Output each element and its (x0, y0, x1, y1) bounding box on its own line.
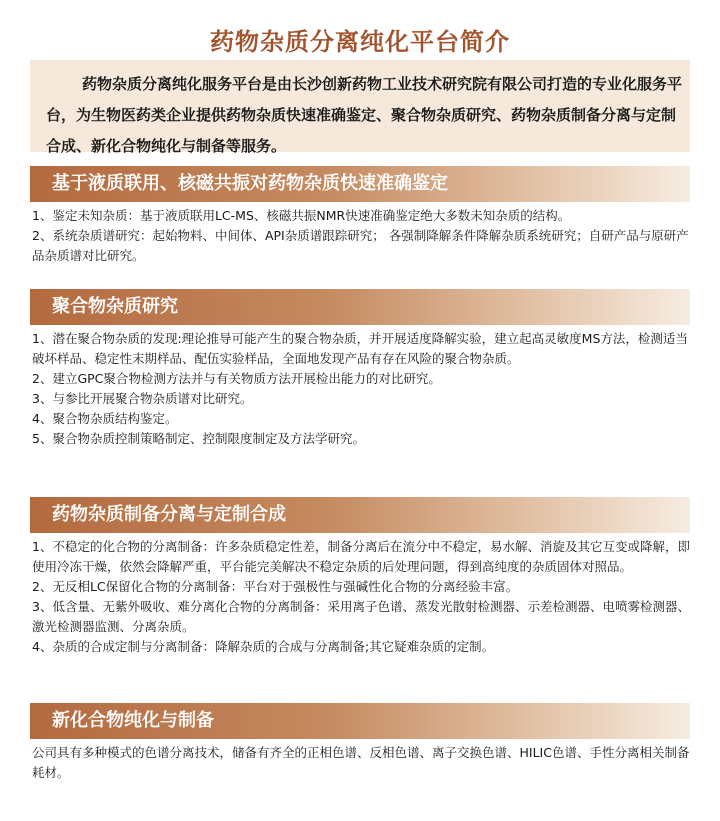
intro-box (30, 60, 690, 155)
section-header-preparation: 药物杂质制备分离与定制合成 (30, 497, 690, 533)
section-body-polymer (32, 329, 692, 449)
section-header-identification: 基于液质联用、核磁共振对药物杂质快速准确鉴定 (30, 166, 690, 202)
list-item: 2、建立GPC聚合物检测方法并与有关物质方法开展检出能力的对比研究。 (32, 371, 441, 386)
page-title: 药物杂质分离纯化平台简介 (210, 28, 510, 56)
list-item: 1、潜在聚合物杂质的发现:理论推导可能产生的聚合物杂质，并开展适度降解实验，建立起高灵敏度MS方法，检测适当破坏样品、稳定性末期样品、配伍实验样品，全面地发现产品有存在风险的聚合物杂质。 (32, 331, 688, 366)
list-item: 公司具有多种模式的色谱分离技术，储备有齐全的正相色谱、反相色谱、离子交换色谱、HILIC色谱、手性分离相关制备耗材。 (32, 745, 690, 780)
list-item: 2、系统杂质谱研究：起始物料、中间体、API杂质谱跟踪研究； 各强制降解条件降解杂质系统研究；自研产品与原研产品杂质谱对比研究。 (32, 228, 689, 263)
section-header-polymer: 聚合物杂质研究 (30, 289, 690, 325)
intro-paragraph: 药物杂质分离纯化服务平台是由长沙创新药物工业技术研究院有限公司打造的专业化服务平台，为生物医药类企业提供药物杂质快速准确鉴定、聚合物杂质研究、药物杂质制备分离与定制合成、新化合物纯化与制备等服务。 (46, 75, 683, 155)
section-body-identification (32, 206, 692, 266)
list-item: 4、聚合物杂质结构鉴定。 (32, 411, 178, 426)
list-item: 1、不稳定的化合物的分离制备：许多杂质稳定性差，制备分离后在流分中不稳定，易水解、消旋及其它互变或降解，即使用冷冻干燥，依然会降解严重，平台能完美解决不稳定杂质的后处理问题，得到高纯度的杂质固体对照品。 (32, 539, 690, 574)
list-item: 4、杂质的合成定制与分离制备：降解杂质的合成与分离制备;其它疑难杂质的定制。 (32, 639, 495, 654)
list-item: 2、无反相LC保留化合物的分离制备：平台对于强极性与强碱性化合物的分离经验丰富。 (32, 579, 519, 594)
section-header-new-compounds: 新化合物纯化与制备 (30, 703, 690, 739)
section-body-preparation (32, 537, 692, 657)
list-item: 3、低含量、无紫外吸收、难分离化合物的分离制备：采用离子色谱、蒸发光散射检测器、示差检测器、电喷雾检测器、激光检测器监测、分离杂质。 (32, 599, 690, 634)
section-body-new-compounds (32, 743, 692, 783)
list-item: 1、鉴定未知杂质：基于液质联用LC-MS、核磁共振NMR快速准确鉴定绝大多数未知杂质的结构。 (32, 208, 571, 223)
list-item: 3、与参比开展聚合物杂质谱对比研究。 (32, 391, 253, 406)
list-item: 5、聚合物杂质控制策略制定、控制限度制定及方法学研究。 (32, 431, 365, 446)
